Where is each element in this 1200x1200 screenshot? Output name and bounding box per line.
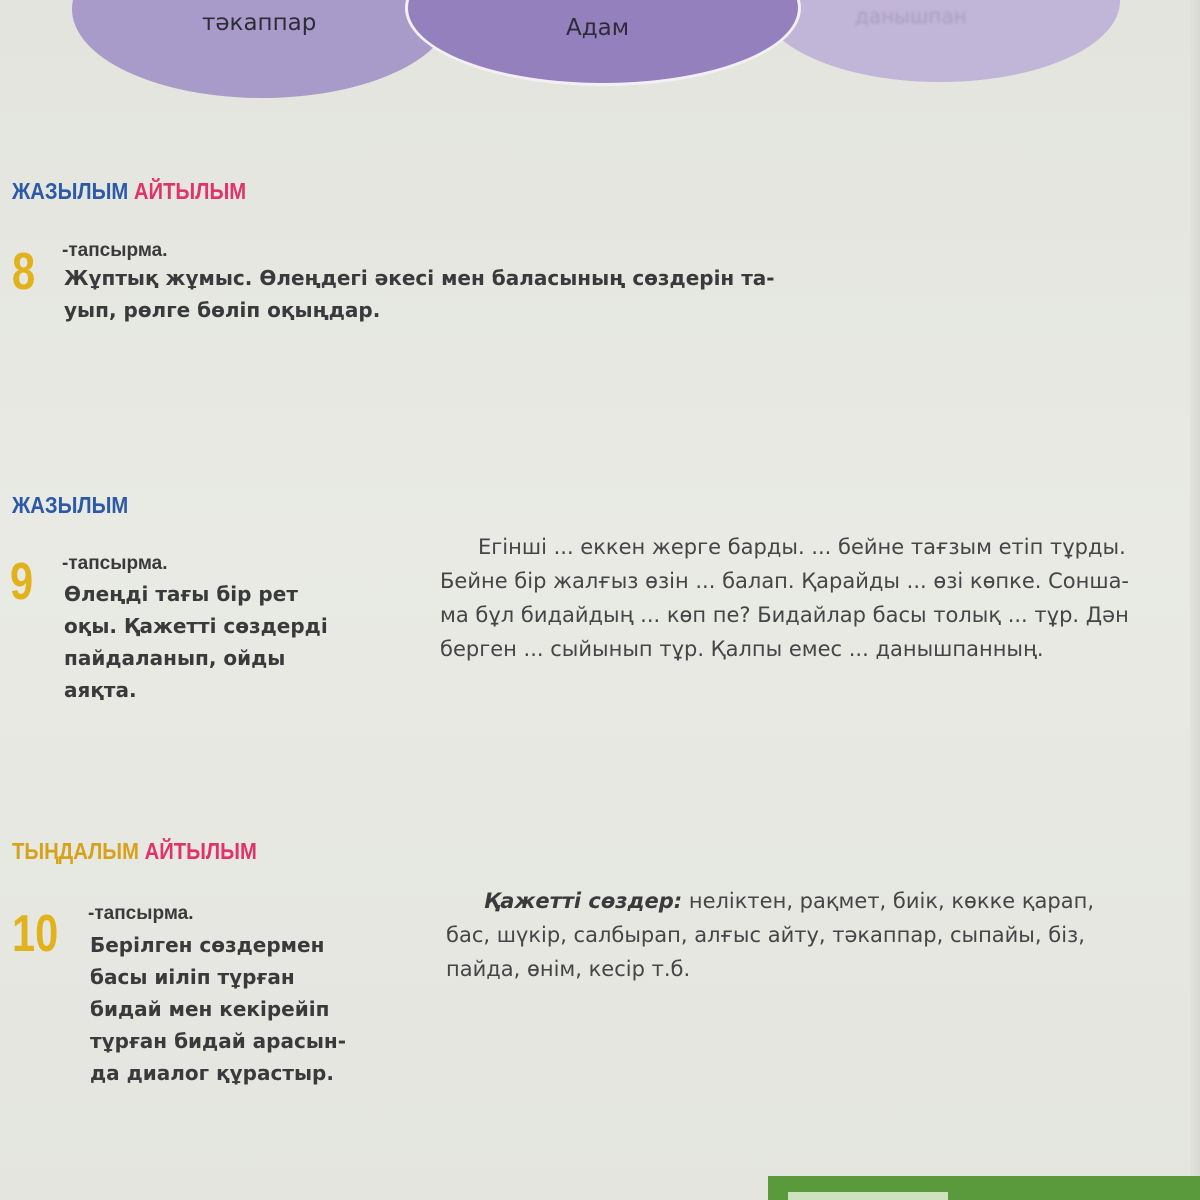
needed-words-block bbox=[446, 884, 1094, 986]
task-label-9: -тапсырма. bbox=[62, 553, 168, 574]
needed-words-first-line bbox=[446, 884, 1094, 918]
footer-tab bbox=[768, 1176, 1200, 1200]
word-bubble-right-text: данышпан bbox=[855, 4, 967, 28]
skill-heading-3 bbox=[12, 838, 257, 865]
task-number-10: 10 bbox=[12, 905, 59, 963]
task-10-line: да диалог құрастыр. bbox=[90, 1061, 334, 1085]
task-10-line: Берілген сөздермен bbox=[90, 933, 325, 957]
poem-gap-paragraph bbox=[440, 530, 1129, 666]
task-8-line: уып, рөлге бөліп оқыңдар. bbox=[64, 298, 381, 322]
skill-heading-1 bbox=[12, 178, 246, 205]
task-9-line: Өлеңді тағы бір рет bbox=[64, 582, 298, 606]
task-10-line: бидай мен кекірейіп bbox=[90, 997, 330, 1021]
paragraph-line: берген ... сыйынып тұр. Қалпы емес ... данышпанның. bbox=[440, 637, 1044, 661]
needed-words-line: пайда, өнім, кесір т.б. bbox=[446, 957, 691, 981]
task-label-8: -тапсырма. bbox=[62, 240, 168, 261]
skill-listening-label: ТЫҢДАЛЫМ bbox=[12, 838, 139, 864]
paragraph-line: ма бұл бидайдың ... көп пе? Бидайлар басы толық ... тұр. Дән bbox=[440, 603, 1129, 627]
skill-speaking-label: АЙТЫЛЫМ bbox=[144, 838, 257, 864]
paragraph-line: Бейне бір жалғыз өзін ... балап. Қарайды ... өзі көпке. Сонша- bbox=[440, 569, 1130, 593]
task-9-line: пайдаланып, ойды bbox=[64, 646, 286, 670]
task-8-text bbox=[64, 262, 775, 326]
skill-writing-label: ЖАЗЫЛЫМ bbox=[12, 178, 129, 204]
task-number-9: 9 bbox=[10, 553, 34, 611]
paragraph-line: Егінші ... еккен жерге барды. ... бейне тағзым етіп тұрды. bbox=[478, 535, 1126, 559]
word-bubble-left-text: тәкаппар bbox=[202, 10, 317, 36]
task-label-10: -тапсырма. bbox=[88, 903, 194, 924]
needed-words-line: неліктен, рақмет, биік, көкке қарап, bbox=[688, 889, 1095, 913]
word-bubble-center-text: Адам bbox=[566, 15, 630, 41]
needed-words-line: бас, шүкір, салбырап, алғыс айту, тәкаппар, сыпайы, біз, bbox=[446, 923, 1085, 947]
footer-tab-label bbox=[788, 1192, 948, 1200]
skill-speaking-label: АЙТЫЛЫМ bbox=[133, 178, 247, 204]
task-number-8: 8 bbox=[12, 243, 36, 301]
task-9-line: оқы. Қажетті сөздерді bbox=[64, 614, 328, 638]
task-8-line: Жұптық жұмыс. Өлеңдегі әкесі мен баласының сөздерін та- bbox=[64, 266, 775, 290]
task-9-line: аяқта. bbox=[64, 678, 137, 702]
page-edge bbox=[1190, 0, 1200, 1200]
task-10-line: басы иіліп тұрған bbox=[90, 965, 295, 989]
skill-writing-label: ЖАЗЫЛЫМ bbox=[12, 492, 129, 518]
task-9-text bbox=[64, 578, 328, 706]
task-10-line: тұрған бидай арасын- bbox=[90, 1029, 347, 1053]
skill-heading-2 bbox=[12, 492, 128, 519]
task-10-text bbox=[90, 929, 346, 1089]
needed-words-title: Қажетті сөздер: bbox=[484, 889, 683, 913]
